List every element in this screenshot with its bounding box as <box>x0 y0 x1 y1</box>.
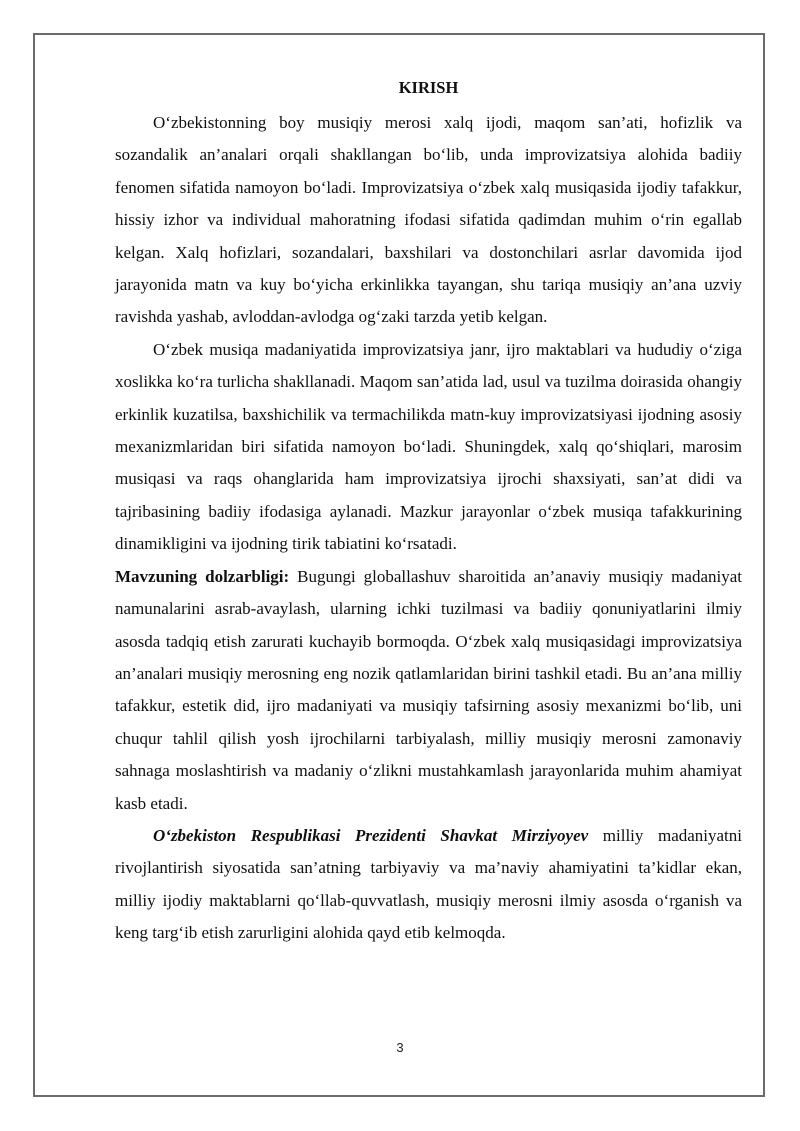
paragraph-president <box>115 820 742 950</box>
page-number: 3 <box>396 1040 404 1055</box>
paragraph-text: Bugungi globallashuv sharoitida an’anaviy musiqiy madaniyat namunalarini asrab-avaylash, ularning ichki tuzilmasi va badiiy qonuniyatlarini ilmiy asosda tadqiq etish zarurati kuchayib bormoqda. O‘zbek xalq musiqasidagi improvizatsiya an’analari musiqiy merosning eng nozik qatlamlaridan birini tashkil etadi. Bu an’ana milliy tafakkur, estetik did, ijro madaniyati va musiqiy tafsirning asosiy mexanizmi bo‘lib, uni chuqur tahlil qilish yosh ijrochilarni tarbiyalash, milliy musiqiy merosni zamonaviy sahnaga moslashtirish va madaniy o‘zlikni mustahkamlash jarayonlarida muhim ahamiyat kasb etadi. <box>115 566 742 813</box>
paragraph-improvisation-forms <box>115 334 742 561</box>
paragraph-text: O‘zbekistonning boy musiqiy merosi xalq ijodi, maqom san’ati, hofizlik va sozandalik an’analari orqali shakllangan bo‘lib, unda improvizatsiya alohida badiiy fenomen sifatida namoyon bo‘ladi. Improvizatsiya o‘zbek xalq musiqasida ijodiy tafakkur, hissiy izhor va individual mahoratning ifodasi sifatida qadimdan muhim o‘rin egallab kelgan. Xalq hofizlari, sozandalari, baxshilari va dostonchilari asrlar davomida ijod jarayonida matn va kuy bo‘yicha erkinlikka tayangan, shu tariqa musiqiy an’ana uzviy ravishda yashab, avloddan-avlodga og‘zaki tarzda yetib kelgan. <box>115 113 742 327</box>
paragraph-relevance <box>115 561 742 820</box>
paragraph-intro <box>115 107 742 334</box>
paragraph-text: O‘zbek musiqa madaniyatida improvizatsiya janr, ijro maktablari va hududiy o‘ziga xoslikka ko‘ra turlicha shakllanadi. Maqom san’atida lad, usul va tuzilma doirasida ohangiy erkinlik kuzatilsa, baxshichilik va termachilikda matn-kuy improvizatsiyasi ijodning asosiy mexanizmlaridan biri sifatida namoyon bo‘ladi. Shuningdek, xalq qo‘shiqlari, marosim musiqasi va raqs ohanglarida ham improvizatsiya ijrochi shaxsiyati, san’at didi va tajribasining badiiy ifodasiga aylanadi. Mazkur jarayonlar o‘zbek musiqa tafakkurining dinamikligini va ijodning tirik tabiatini ko‘rsatadi. <box>115 339 742 554</box>
president-name: O‘zbekiston Respublikasi Prezidenti Shavkat Mirziyoyev <box>153 825 589 845</box>
relevance-heading: Mavzuning dolzarbligi: <box>115 566 290 586</box>
section-title: KIRISH <box>398 78 459 97</box>
paragraph-text: milliy madaniyatni rivojlantirish siyosatida san’atning tarbiyaviy va ma’naviy ahamiyatini ta’kidlar ekan, milliy ijodiy maktablarni qo‘llab-quvvatlash, musiqiy merosni ilmiy asosda o‘rganish va keng targ‘ib etish zarurligini alohida qayd etib kelmoqda. <box>115 825 742 943</box>
document-body <box>115 74 742 950</box>
